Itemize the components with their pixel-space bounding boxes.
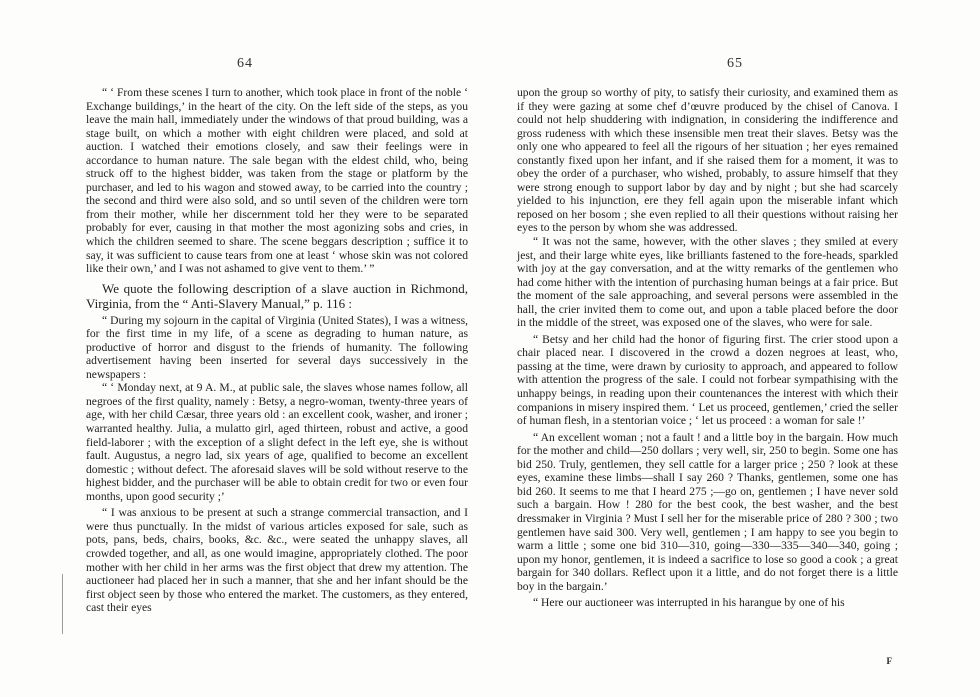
paragraph: “ I was anxious to be present at such a strange commercial transaction, and I were thus punctually. In the midst of various articles exposed for sale, such as pots, pans, beds, chairs, books, &c. &c., were seated the unhappy slaves, all crowded together, and all, as one would imagine, appropriately clothed. The poor mother with her child in her arms was the first object that drew my attention. The auctioneer had placed her in such a manner, that she and her infant should be the first object seen by those who entered the market. The customers, as they entered, cast their eyes	[86, 506, 468, 615]
page-number: 64	[237, 56, 253, 71]
margin-rule	[62, 574, 63, 634]
paragraph: “ An excellent woman ; not a fault ! and a little boy in the bargain. How much for the mother and child—250 dollars ; very well, sir, 250 to begin. Some one has bid 250. Truly, gentlemen, they sell cattle for a larger price ; 250 ? look at these eyes, examine these limbs—shall I say 260 ? Thanks, gentlemen, some one has bid 260. It seems to me that I heard 275 ;—go on, gentlemen ; I have never sold such a bargain. How ! 280 for the best cook, the best washer, and the best dressmaker in Virginia ? Must I sell her for the miserable price of 280 ? 300 ; two gentlemen have said 300. Very well, gentlemen ; I am happy to see you begin to warm a little ; some one bid 310—310, going—330—335—340—340, going ; upon my honor, gentlemen, it is indeed a sacrifice to lose so good a cook ; a great bargain for 340 dollars. Reflect upon it a little, and do not forget there is a little boy in the bargain.’	[517, 430, 898, 593]
paragraph: “ ‘ From these scenes I turn to another, which took place in front of the noble ‘ Exchange buildings,’ in the heart of the city. On the left side of the steps, as you leave the main hall, immediately under the windows of that proud building, was a stage built, on which a mother with eight children were placed, and sold at auction. I watched their emotions closely, and saw their feelings were in accordance to human nature. The sale began with the eldest child, who, being struck off to the highest bidder, was taken from the stage or platform by the purchaser, and led to his wagon and stowed away, to be carried into the country ; the second and third were also sold, and so until seven of the children were torn from their mother, while her discernment told her they were to be separated probably for ever, causing in that mother the most agonizing sobs and cries, in which the children seemed to share. The scene beggars description ; suffice it to say, it was sufficient to cause tears from one at least ‘ whose skin was not colored like their own,’ and I was not ashamed to give vent to them.’ ”	[86, 86, 468, 276]
text-column	[517, 86, 898, 610]
paragraph: “ During my sojourn in the capital of Virginia (United States), I was a witness, for the first time in my life, of a scene as degrading to human nature, as productive of horror and disgust to the friends of humanity. The following advertisement having been inserted for several days successively in the newspapers :	[86, 313, 468, 381]
paragraph-intro: We quote the following description of a slave auction in Richmond, Virginia, from the “ Anti-Slavery Manual,” p. 116 :	[86, 280, 468, 311]
signature-mark: F	[886, 656, 892, 666]
paragraph: “ ‘ Monday next, at 9 A. M., at public sale, the slaves whose names follow, all negroes of the first quality, namely : Betsy, a negro-woman, twenty-three years of age, with her child Cæsar, three years old : an excellent cook, washer, and ironer ; warranted healthy. Julia, a mulatto girl, aged thirteen, robust and active, a good field-laborer ; with the exception of a slight defect in the left eye, she is without fault. Augustus, a negro lad, six years of age, qualified to become an excellent domestic ; without defect. The aforesaid slaves will be sold without reserve to the highest bidder, and the purchaser will be able to obtain credit for two or even four months, upon good security ;’	[86, 381, 468, 503]
paragraph: “ Here our auctioneer was interrupted in his harangue by one of his	[533, 596, 845, 610]
text-column	[86, 86, 468, 615]
page-number: 65	[727, 56, 743, 71]
paragraph: upon the group so worthy of pity, to satisfy their curiosity, and examined them as if they were gazing at some chef d’œuvre produced by the chisel of Canova. I could not help shuddering with indignation, in considering the indifference and gross rudeness with which these insensible men treat their slaves. Betsy was the only one who appeared to feel all the rigours of her situation ; her eyes remained constantly fixed upon her infant, and if she raised them for a moment, it was to obey the order of a purchaser, who wished, probably, to assure himself that they were strong enough to support labor by day and by night ; but she had scarcely yielded to his injunction, ere they fell again upon the miserable infant which reposed on her bosom ; she even replied to all their questions without raising her eyes to the person by whom she was addressed.	[517, 86, 898, 235]
right-page	[490, 0, 980, 697]
paragraph: “ It was not the same, however, with the other slaves ; they smiled at every jest, and their large white eyes, like brilliants fastened to the fore-heads, sparkled with joy at the gay conversation, and at the witty remarks of the gentlemen who had come hither with the intention of purchasing human beings at a fair price. But the moment of the sale approaching, and several persons were assembled in the hall, the crier invited them to come out, and upon a table placed before the door in the middle of the street, was exposed one of the slaves, who were for sale.	[517, 235, 898, 330]
paragraph: “ Betsy and her child had the honor of figuring first. The crier stood upon a chair placed near. I discovered in the crowd a dozen negroes at least, who, passing at the time, were drawn by curiosity to approach, and appeared to follow with attention the progress of the sale. I could not forbear sympathising with the unhappy beings, in reading upon their countenances the interest with which their companions in misery inspired them. ‘ Let us proceed, gentlemen,’ cried the seller of human flesh, in a stentorian voice ; ‘ let us proceed : a woman for sale !’	[517, 332, 898, 428]
